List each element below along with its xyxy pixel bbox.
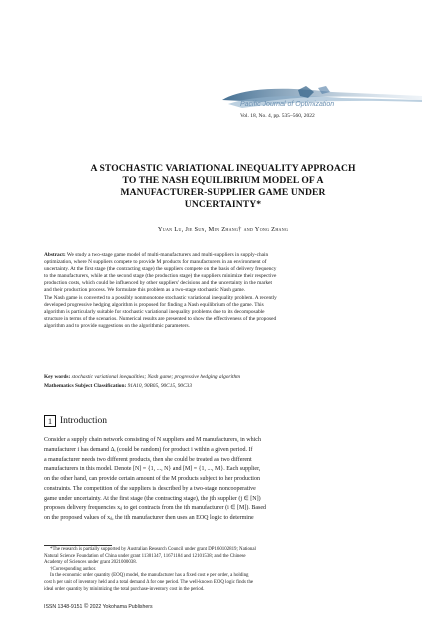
abstract-line: algorithm is particularly suitable for stochastic variational inequality problems due to its decomposable [44,308,265,315]
msc-codes: 91A10, 90B05, 90C15, 90C33 [127,383,193,389]
abstract-line: structure in terms of the scenarios. Numerical results are presented to show the effectiveness of the proposed [44,315,277,322]
body-line: on the other hand, can provide certain amount of the M products subject to her production [44,476,260,482]
footnote-line: ideal order quantity by minimizing the total purchase-inventory cost in the period. [44,586,205,592]
body-line: Consider a supply chain network consisting of N suppliers and M manufacturers, in which [44,437,261,443]
footnote-line: *The research is partially supported by Australian Research Council under grant DP160102819; National [50,547,256,552]
abstract-line: production costs, which could be influenced by other suppliers' decisions and the uncertainty in the market [44,280,273,287]
body-line: on the proposed values of xᵢⱼ, the ith manufacturer then uses an EOQ logic to determine [44,515,254,521]
abstract-line: to the manufacturers, while at the second stage (the production stage) the suppliers minimize their respective [44,273,277,280]
abstract-line: and their production process. We formulate this problem as a two-stage stochastic Nash game. [44,287,246,294]
body-line: a manufacturer needs two different products, then she could be treated as two different [44,456,252,463]
abstract-line: optimization, where N suppliers compete to provide M products for manufacturers in an environment of [44,259,267,266]
title-line: UNCERTAINTY* [184,199,262,210]
keywords-text: stochastic variational inequalities; Nash game; progressive hedging algorithm [71,374,240,380]
publisher: 2022 Yokohama Publishers [89,604,153,610]
copyright-icon: © [83,604,89,610]
abstract-label: Abstract: [44,252,66,258]
journal-volume: Vol. 18, No. 4, pp. 535–560, 2022 [240,113,315,119]
body-line: manufacturers in this model. Denote [N] = {1, ..., N} and [M] = {1, ..., M}. Each supplier, [44,466,261,473]
section-title: Introduction [60,416,107,426]
body-line: game under uncertainty. At the first stage (the contracting stage), the jth supplier (j ∈ [N]) [44,495,261,502]
abstract-line: algorithm and to provide suggestions on the algorithmic parameters. [44,322,190,329]
keywords [44,374,402,380]
footnote-rule [44,545,112,546]
author-list: Yuan Lu, Jie Sun, Min Zhang† and Yong Zhang [157,226,289,233]
body-line: proposes delivery frequencies xᵢⱼ to get contracts from the ith manufacturer (i ∈ [M]). Based [44,505,267,512]
keywords-label: Key words: [44,374,71,380]
abstract [44,252,402,330]
issn-number: ISSN 1348-9151 [44,604,83,610]
section-heading [44,415,107,427]
abstract-text: We study a two-stage game model of multi-manufacturers and multi-suppliers in supply-chain [65,252,269,258]
abstract-line: The Nash game is converted to a possibly nonmonotone stochastic variational inequality problem. A recently [44,294,277,301]
journal-header [222,86,422,130]
journal-name: Pacific Journal of Optimization [240,101,335,108]
footnote-line: In the economic order quantity (EOQ) model, the manufacturer has a fixed cost e per order, a holding [50,573,249,579]
footnotes [44,547,402,593]
section-number: 1 [44,415,56,427]
footnote-line: †Corresponding author. [50,566,97,572]
msc-label: Mathematics Subject Classification: [44,383,127,389]
title-line: A STOCHASTIC VARIATIONAL INEQUALITY APPROACH [90,163,356,174]
title-line: MANUFACTURER-SUPPLIER GAME UNDER [120,187,326,198]
subject-classification [44,383,402,389]
body-line: constraints. The competition of the suppliers is described by a two-stage noncooperative [44,485,256,492]
abstract-line: uncertainty. At the first stage (the contracting stage) the suppliers compete on the basis of delivery frequency [44,266,277,273]
footnote-line: Natural Science Foundation of China under grant 11301347, 11671184 and 12101538; and the Chinese [44,553,246,559]
footnote-line: Academy of Sciences under grant 2021000038. [44,560,137,566]
abstract-line: developed progressive hedging algorithm is proposed for finding a Nash equilibrium of the game. This [44,301,264,308]
footnote-line: cost h per unit of inventory held and a total demand Δ for one period. The well-known EOQ logic finds the [44,579,254,585]
paper-title [30,163,416,211]
body-line: manufacturer i has demand Δᵢ (could be random) for product i within a given period. If [44,446,253,453]
title-line: TO THE NASH EQUILIBRIUM MODEL OF A [122,175,324,186]
body-text [44,436,402,524]
issn-line [44,604,402,610]
